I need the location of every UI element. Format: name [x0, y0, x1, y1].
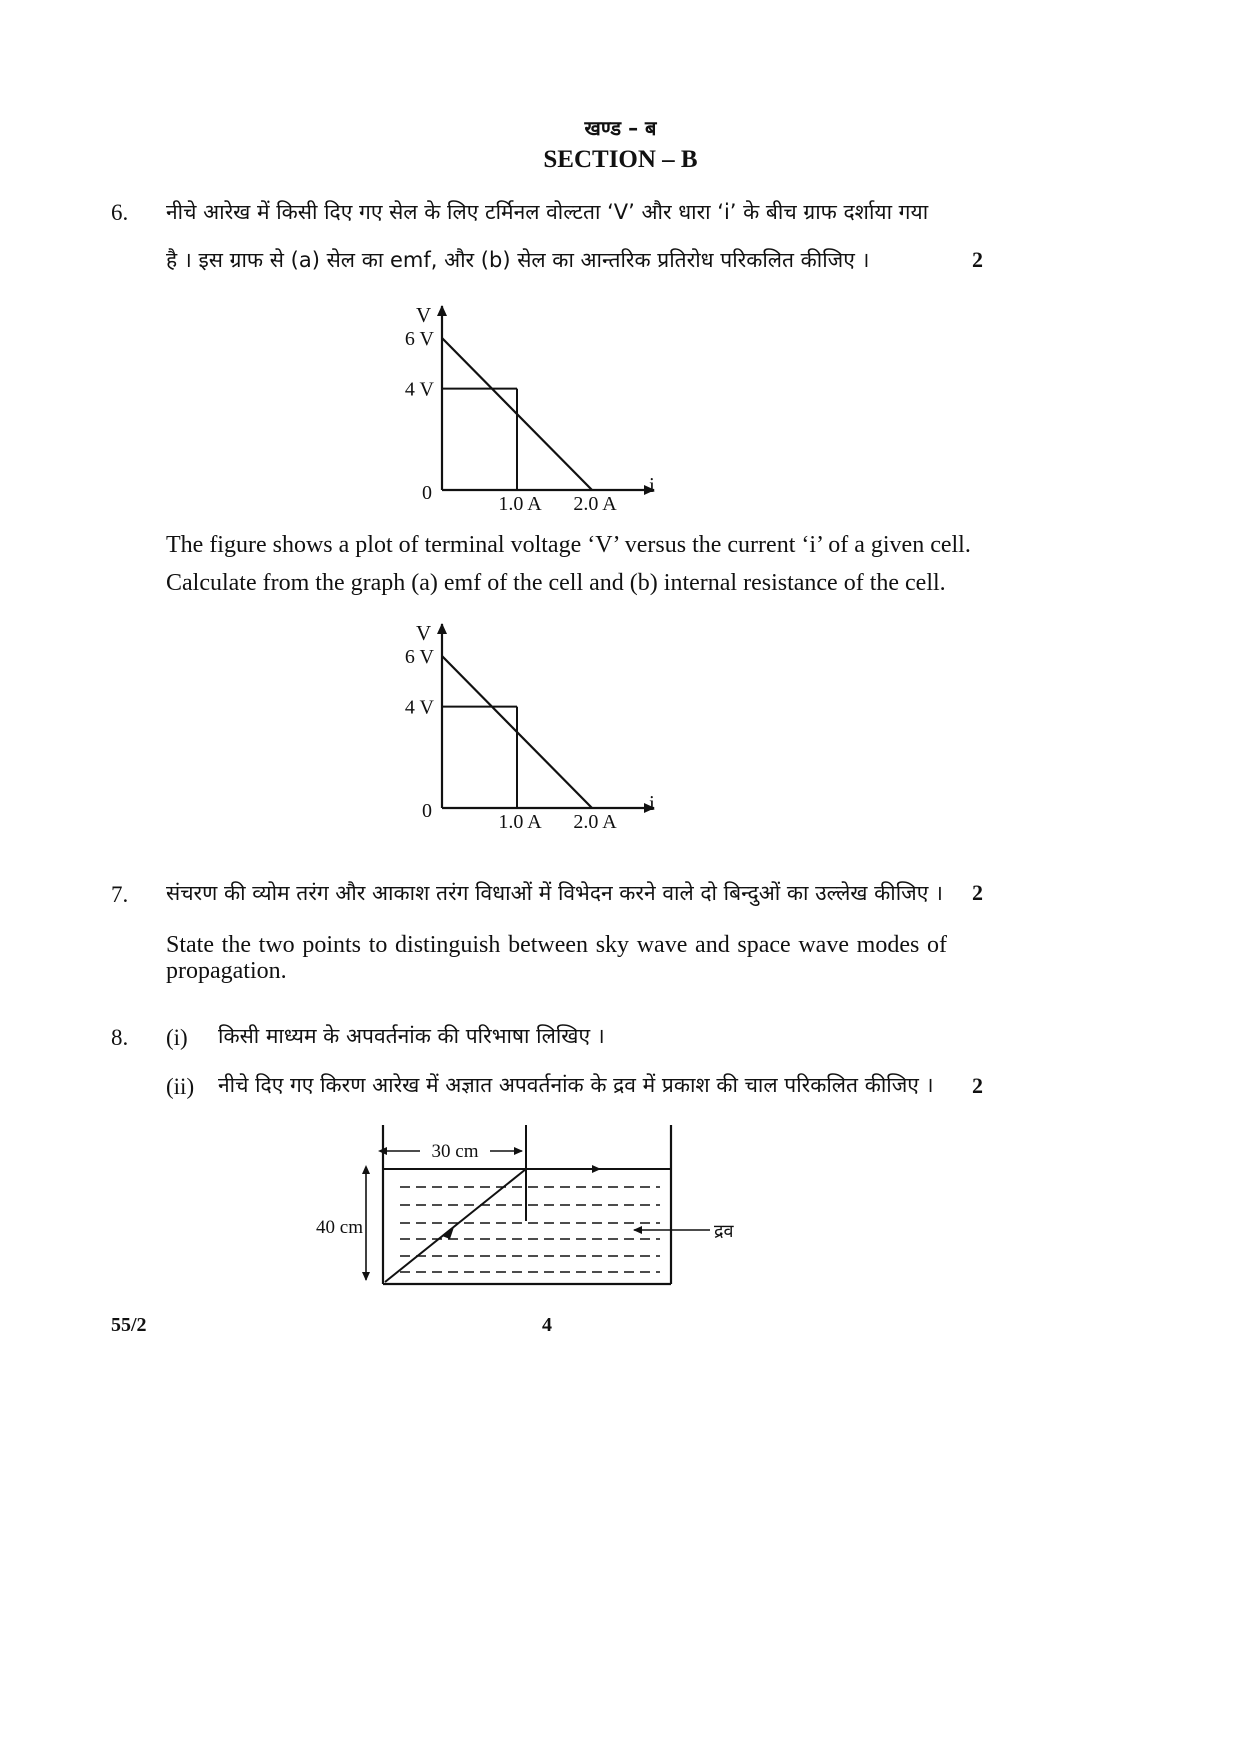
- question-6-number: 6.: [111, 200, 129, 225]
- liquid-label: द्रव: [714, 1221, 734, 1242]
- origin-label: 0: [422, 482, 432, 504]
- question-6-english-line1: The figure shows a plot of terminal voltage ‘V’ versus the current ‘i’ of a given cell.: [166, 532, 971, 558]
- question-8-part-ii-text: नीचे दिए गए किरण आरेख में अज्ञात अपवर्तनांक के द्रव में प्रकाश की चाल परिकलित कीजिए ।: [218, 1073, 934, 1097]
- liquid-dashes: [400, 1187, 660, 1272]
- question-7-hindi: संचरण की व्योम तरंग और आकाश तरंग विधाओं में विभेदन करने वाले दो बिन्दुओं का उल्लेख कीजिए ।: [166, 881, 943, 905]
- page-number: 4: [542, 1314, 552, 1336]
- y-tick-label: 6 V: [404, 328, 434, 350]
- incident-ray-arrow: [442, 1227, 454, 1239]
- y-axis-label: V: [416, 621, 432, 645]
- question-7-number: 7.: [111, 882, 129, 907]
- y-axis-label: V: [416, 303, 432, 327]
- x-tick-label: 2.0 A: [573, 493, 617, 515]
- section-title-hindi: खण्ड – ब: [584, 116, 657, 140]
- question-8-part-i-text: किसी माध्यम के अपवर्तनांक की परिभाषा लिखिए ।: [218, 1024, 605, 1048]
- x-tick-label: 1.0 A: [498, 811, 542, 833]
- question-6-english-line2: Calculate from the graph (a) emf of the cell and (b) internal resistance of the cell.: [166, 570, 946, 596]
- y-tick-label: 4 V: [404, 696, 434, 719]
- origin-label: 0: [422, 800, 432, 822]
- depth-label: 40 cm: [316, 1217, 363, 1238]
- question-7-english-line1: State the two points to distinguish between sky wave and space wave modes of: [166, 932, 947, 958]
- y-tick-label: 6 V: [404, 646, 434, 668]
- vi-graph-hindi: [380, 290, 680, 520]
- question-8-marks: 2: [972, 1073, 983, 1098]
- question-8-part-i-label: (i): [166, 1025, 188, 1050]
- width-label: 30 cm: [431, 1141, 479, 1162]
- question-6-hindi-line1: नीचे आरेख में किसी दिए गए सेल के लिए टर्मिनल वोल्टता ‘V’ और धारा ‘i’ के बीच ग्राफ दर्शाया गया: [166, 200, 929, 224]
- vi-graph-english: [380, 608, 680, 838]
- incident-ray: [385, 1169, 526, 1282]
- x-axis-label: i: [649, 791, 655, 815]
- paper-code: 55/2: [111, 1314, 147, 1336]
- section-title-english: SECTION – B: [543, 146, 698, 173]
- x-tick-label: 2.0 A: [573, 811, 617, 833]
- x-tick-label: 1.0 A: [498, 493, 542, 515]
- ray-diagram: [300, 1115, 780, 1295]
- x-axis-label: i: [649, 473, 655, 497]
- question-8-part-ii-label: (ii): [166, 1074, 195, 1099]
- y-tick-label: 4 V: [404, 378, 434, 401]
- question-7-english-line2: propagation.: [166, 958, 287, 984]
- question-6-hindi-line2: है । इस ग्राफ से (a) सेल का emf, और (b) सेल का आन्तरिक प्रतिरोध परिकलित कीजिए ।: [166, 248, 870, 272]
- question-8-number: 8.: [111, 1025, 129, 1050]
- question-6-marks: 2: [972, 247, 983, 272]
- question-7-marks: 2: [972, 880, 983, 905]
